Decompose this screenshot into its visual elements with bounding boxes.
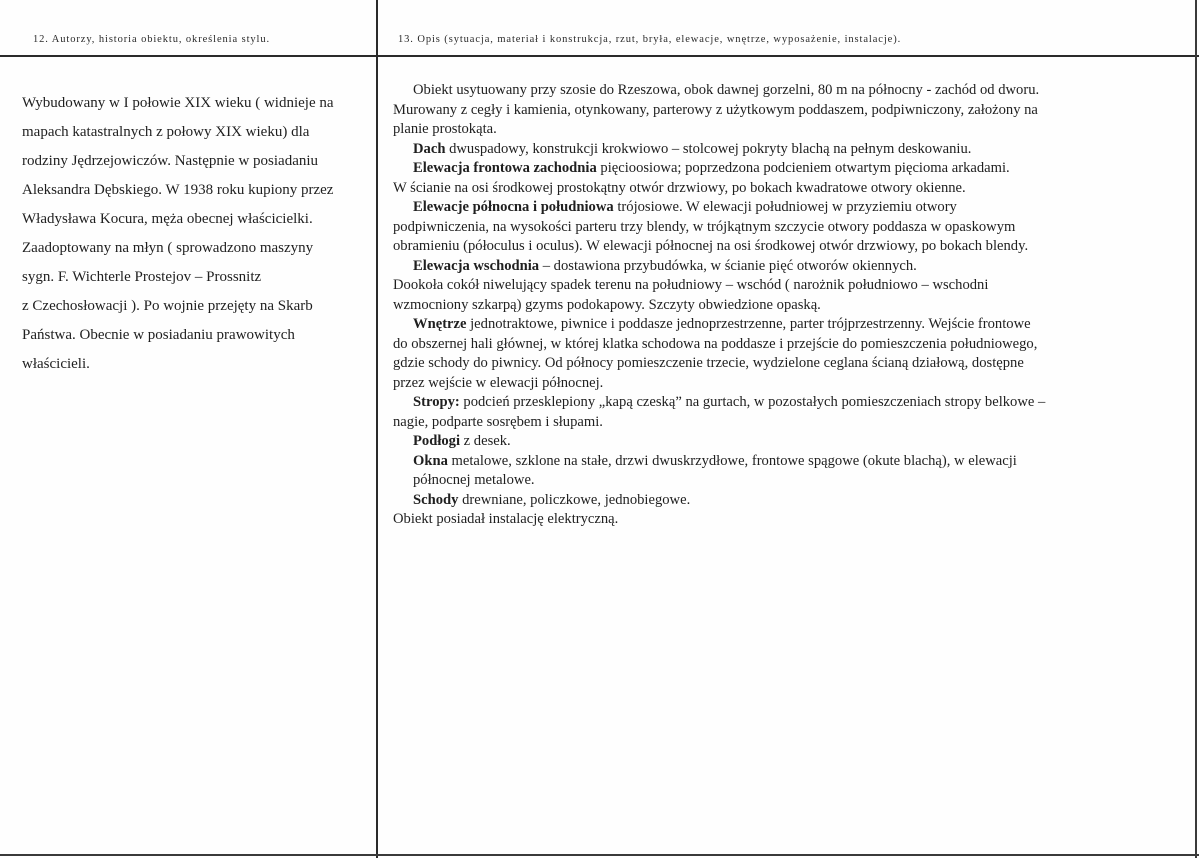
schody-label: Schody bbox=[413, 491, 459, 508]
cokol-line: wzmocniony szkarpą) gzyms podokapowy. Szczyty obwiedzione opaską. bbox=[393, 296, 821, 313]
history-line: mapach katastralnych z połowy XIX wieku) dla bbox=[22, 124, 310, 140]
stropy-text: podcień przesklepiony „kapą czeską” na gurtach, w pozostałych pomieszczeniach stropy belkowe – bbox=[459, 394, 1046, 410]
wnetrze-line: przez wejście w elewacji północnej. bbox=[393, 374, 604, 391]
history-line: Państwa. Obecnie w posiadaniu prawowitych bbox=[22, 327, 295, 343]
section-13-header: 13. Opis (sytuacja, materiał i konstrukcja, rzut, bryła, elewacje, wnętrze, wyposażenie, instalacje). bbox=[398, 34, 902, 45]
okna-paragraph bbox=[393, 452, 1153, 472]
okna-label: Okna bbox=[413, 452, 448, 469]
elewacja-frontowa-text: pięcioosiowa; poprzedzona podcieniem otwartym pięcioma arkadami. bbox=[596, 160, 1010, 176]
stropy-line: nagie, podparte sosrębem i słupami. bbox=[393, 413, 603, 430]
elewacja-wschodnia-text: – dostawiona przybudówka, w ścianie pięć otworów okiennych. bbox=[539, 257, 917, 274]
dach-label: Dach bbox=[413, 140, 446, 157]
okna-line: północnej metalowe. bbox=[413, 472, 535, 488]
wnetrze-paragraph bbox=[393, 315, 1153, 335]
elewacje-pn-pd-label: Elewacje północna i południowa bbox=[413, 199, 614, 215]
history-line: Wybudowany w I połowie XIX wieku ( widnieje na bbox=[22, 95, 334, 111]
okna-text: metalowe, szklone na stałe, drzwi dwuskrzydłowe, frontowe spągowe (okute blachą), w elewacji bbox=[447, 452, 1017, 469]
history-line: właścicieli. bbox=[22, 356, 90, 372]
elewacja-frontowa-line: W ścianie na osi środkowej prostokątny otwór drzwiowy, po bokach kwadratowe otwory okienne. bbox=[393, 179, 966, 196]
instalacja-line: Obiekt posiadał instalację elektryczną. bbox=[393, 511, 619, 527]
wnetrze-line: do obszernej hali głównej, w której klatka schodowa na poddasze i przejście do pomieszczenia południowego, bbox=[393, 335, 1038, 352]
elewacje-pn-pd-paragraph bbox=[393, 198, 1153, 218]
stropy-paragraph bbox=[393, 393, 1153, 413]
elewacja-frontowa-paragraph bbox=[393, 159, 1153, 179]
intro-line: Murowany z cegły i kamienia, otynkowany, parterowy z użytkowym poddaszem, podpiwniczony, założony na bbox=[393, 101, 1038, 118]
history-line: sygn. F. Wichterle Prostejov – Prossnitz bbox=[22, 269, 262, 285]
podlogi-paragraph bbox=[393, 432, 1153, 452]
history-line: Aleksandra Dębskiego. W 1938 roku kupiony przez bbox=[22, 182, 334, 198]
dach-paragraph bbox=[393, 140, 1153, 160]
elewacja-wschodnia-paragraph bbox=[393, 257, 1153, 277]
wnetrze-line: gdzie schody do piwnicy. Od północy pomieszczenie trzecie, wydzielone ceglana ścianą działową, dostępne bbox=[393, 355, 1024, 371]
history-column bbox=[22, 89, 358, 379]
elewacje-pn-pd-line: podpiwniczenia, na wysokości parteru trzy blendy, w trójkątnym szczycie otwory poddasza w opaskowym bbox=[393, 218, 1016, 235]
history-line: z Czechosłowacji ). Po wojnie przejęty na Skarb bbox=[22, 298, 313, 314]
history-line: rodziny Jędrzejowiczów. Następnie w posiadaniu bbox=[22, 153, 319, 169]
page-frame-bottom bbox=[0, 854, 1199, 856]
section-12-header: 12. Autorzy, historia obiektu, określenia stylu. bbox=[33, 34, 271, 45]
dach-text: dwuspadowy, konstrukcji krokwiowo – stolcowej pokryty blachą na pełnym deskowaniu. bbox=[445, 140, 972, 157]
description-column bbox=[393, 81, 1153, 530]
history-line: Zaadoptowany na młyn ( sprowadzono maszyny bbox=[22, 240, 314, 256]
intro-line: planie prostokąta. bbox=[393, 121, 497, 137]
schody-text: drewniane, policzkowe, jednobiegowe. bbox=[458, 491, 691, 508]
stropy-label: Stropy: bbox=[413, 394, 460, 410]
elewacje-pn-pd-text: trójosiowe. W elewacji południowej w przyziemiu otwory bbox=[613, 199, 957, 215]
page-frame-right bbox=[1195, 0, 1197, 858]
podlogi-text: z desek. bbox=[460, 433, 511, 449]
history-line: Władysława Kocura, męża obecnej właścicielki. bbox=[22, 211, 313, 227]
column-divider bbox=[376, 0, 378, 858]
intro-line: Obiekt usytuowany przy szosie do Rzeszowa, obok dawnej gorzelni, 80 m na północny - zachód od dworu. bbox=[413, 82, 1040, 98]
header-divider bbox=[0, 55, 1199, 57]
elewacja-wschodnia-label: Elewacja wschodnia bbox=[413, 257, 540, 274]
elewacja-frontowa-label: Elewacja frontowa zachodnia bbox=[413, 160, 597, 176]
elewacje-pn-pd-line: obramieniu (półoculus i oculus). W elewacji północnej na osi środkowej otwór drzwiowy, po bokach blendy. bbox=[393, 238, 1029, 254]
wnetrze-label: Wnętrze bbox=[413, 316, 467, 332]
cokol-line: Dookoła cokół niwelujący spadek terenu na południowy – wschód ( narożnik południowo – wschodni bbox=[393, 277, 989, 293]
wnetrze-text: jednotraktowe, piwnice i poddasze jednoprzestrzenne, parter trójprzestrzenny. Wejście frontowe bbox=[466, 316, 1031, 332]
podlogi-label: Podłogi bbox=[413, 433, 461, 449]
schody-paragraph bbox=[393, 491, 1153, 511]
